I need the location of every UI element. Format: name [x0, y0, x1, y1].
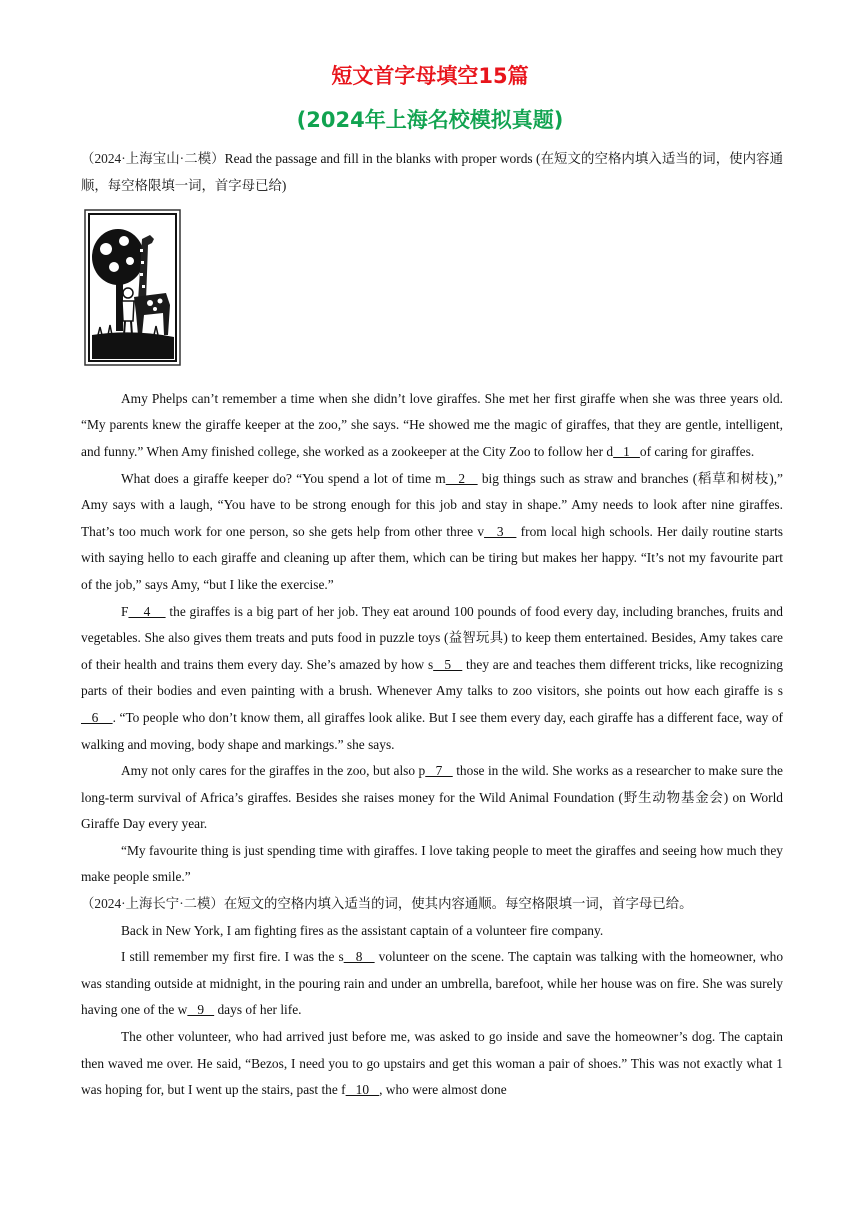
passage1-paragraph-3 [81, 599, 783, 759]
blank-6[interactable]: 6 [81, 709, 113, 725]
text-segment: from local high schools. Her daily routine starts with saying hello to each giraffe and cleaning up after them, which can be tiring but makes her happy. “It’s not my favourite part of the job,” says Amy, “but I like the exercise.” [81, 523, 784, 592]
passage2-paragraph-1: Back in New York, I am fighting fires as the assistant captain of a volunteer fire company. [121, 922, 604, 938]
text-segment: The other volunteer, who had arrived just before me, was asked to go inside and save the homeowner’s dog. The captain then waved me over. He said, “Bezos, I need you to go upstairs and get this woman a pair of shoes.” This was not exactly what 1 was hoping for, but I went up the stairs, past the f [81, 1029, 783, 1098]
text-segment: of caring for giraffes. [639, 443, 755, 459]
text-segment: days of her life. [214, 1002, 302, 1018]
passage2-instruction-text: 在短文的空格内填入适当的词，使其内容通顺。每空格限填一词，首字母已给。 [223, 896, 693, 912]
text-segment: the giraffes is a big part of her job. They eat around 100 pounds of food every day, including branches, fruits and vegetables. She also gives them treats and puts food in puzzle toys (益智玩具) to keep them entertained. Besides, Amy takes care of their health and trains them every day. She’s amazed by how s [81, 603, 784, 672]
text-segment: they are and teaches them different tricks, like recognizing parts of their bodies and even painting with a brush. Whenever Amy talks to zoo visitors, she points out how each giraffe is s [81, 656, 783, 699]
text-segment: I still remember my first fire. I was the s [121, 949, 344, 965]
giraffe-illustration [84, 209, 181, 366]
text-segment: volunteer on the scene. The captain was talking with the homeowner, who was standing outside at midnight, in the pouring rain and under an umbrella, barefoot, while her house was on fire. She was surely having one of the w [81, 949, 784, 1018]
blank-10[interactable]: 10 [345, 1082, 380, 1098]
blank-7[interactable]: 7 [425, 763, 453, 779]
passage1-paragraph-1 [81, 386, 783, 466]
passage2-paragraph-2 [81, 944, 783, 1024]
page-subtitle: (2024年上海名校模拟真题) [296, 108, 564, 132]
passage1-instruction-text: Read the passage and fill in the blanks with proper words (在短文的空格内填入适当的词，使内容通顺，每空格限填一词，首字母已给) [81, 151, 783, 193]
passage1-paragraph-5: “My favourite thing is just spending time with giraffes. I love taking people to meet the giraffes and seeing how much they make people smile.” [81, 842, 783, 885]
text-segment: Amy Phelps can’t remember a time when she didn’t love giraffes. She met her first giraffe when she was three years old. “My parents knew the giraffe keeper at the zoo,” she says. “He showed me the magic of giraffes, that they are gentle, intelligent, and funny.” When Amy finished college, she worked as a zookeeper at the City Zoo to follow her d [81, 390, 783, 459]
blank-3[interactable]: 3 [484, 523, 517, 539]
text-segment: big things such as straw and branches (稻草和树枝),” Amy says with a laugh, “You have to be strong enough for this job and stay in shape.” Amy needs to look after nine giraffes. That’s too much work for one person, so she gets help from other three v [81, 470, 783, 539]
document-body [81, 146, 783, 1104]
passage1-paragraph-4 [81, 758, 783, 838]
passage2-instruction [81, 891, 783, 918]
blank-1[interactable]: 1 [613, 443, 640, 459]
page-title: 短文首字母填空15篇 [331, 64, 529, 88]
passage1-source: （2024·上海宝山·二模） [81, 151, 225, 166]
blank-2[interactable]: 2 [445, 470, 478, 486]
blank-9[interactable]: 9 [187, 1002, 215, 1018]
passage1-instruction [81, 146, 783, 199]
blank-8[interactable]: 8 [343, 949, 375, 965]
blank-4[interactable]: 4 [128, 603, 166, 619]
text-segment: , who were almost done [379, 1082, 507, 1098]
passage2-paragraph-3 [81, 1024, 783, 1104]
text-segment: Amy not only cares for the giraffes in the zoo, but also p [121, 763, 426, 779]
passage1-paragraph-2 [81, 466, 783, 599]
blank-5[interactable]: 5 [433, 656, 463, 672]
text-segment: F [121, 603, 129, 619]
text-segment: . “To people who don’t know them, all giraffes look alike. But I see them every day, each giraffe has a different face, way of walking and moving, body shape and markings.” she says. [81, 709, 783, 752]
text-segment: What does a giraffe keeper do? “You spend a lot of time m [121, 470, 446, 486]
text-segment: those in the wild. She works as a researcher to make sure the long-term survival of Africa’s giraffes. Besides she raises money for the Wild Animal Foundation (野生动物基金会) on World Giraffe Day every year. [81, 763, 784, 832]
passage2-source: （2024·上海长宁·二模） [81, 896, 224, 912]
